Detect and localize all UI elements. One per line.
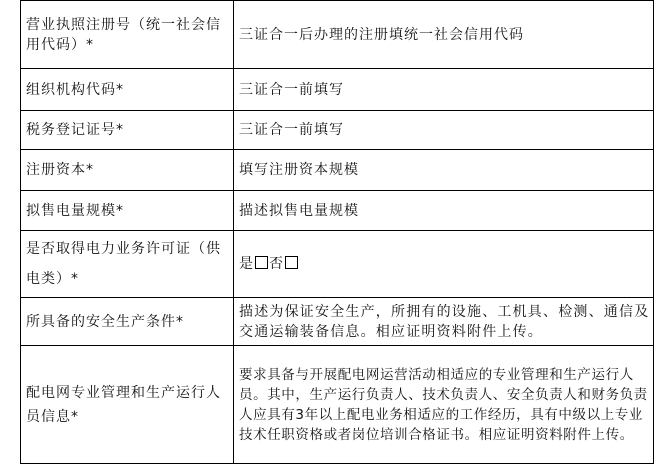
field-value-safety-conditions: 描述为保证安全生产，所拥有的设施、工机具、检测、通信及交通运输装备信息。相应证明资料附件上传。 (234, 298, 654, 346)
field-value-org-code: 三证合一前填写 (234, 69, 654, 111)
table-row (21, 231, 654, 298)
table-row (21, 150, 654, 191)
field-label-tax-registration: 税务登记证号* (21, 111, 234, 150)
no-checkbox[interactable] (285, 256, 298, 269)
table-row (21, 69, 654, 111)
field-value-sales-volume: 描述拟售电量规模 (234, 191, 654, 231)
yes-option-label: 是 (239, 256, 254, 272)
field-label-personnel-info: 配电网专业管理和生产运行人员信息* (21, 346, 234, 464)
field-label-power-license: 是否取得电力业务许可证（供电类）* (21, 231, 234, 298)
field-value-power-license (234, 231, 654, 298)
table-row (21, 1, 654, 69)
table-row (21, 298, 654, 346)
field-value-personnel-info: 要求具备与开展配电网运营活动相适应的专业管理和生产运行人员。其中，生产运行负责人、技术负责人、安全负责人和财务负责人应具有3年以上配电业务相适应的工作经历，具有中级以上专业技术任职资格或者岗位培训合格证书。相应证明资料附件上传。 (234, 346, 654, 464)
table-row (21, 111, 654, 150)
field-label-org-code: 组织机构代码* (21, 69, 234, 111)
table-row (21, 191, 654, 231)
registration-info-table (20, 0, 654, 464)
yes-checkbox[interactable] (255, 256, 268, 269)
field-label-sales-volume: 拟售电量规模* (21, 191, 234, 231)
field-value-business-license: 三证合一后办理的注册填统一社会信用代码 (234, 1, 654, 69)
field-value-tax-registration: 三证合一前填写 (234, 111, 654, 150)
field-label-registered-capital: 注册资本* (21, 150, 234, 191)
field-value-registered-capital: 填写注册资本规模 (234, 150, 654, 191)
field-label-safety-conditions: 所具备的安全生产条件* (21, 298, 234, 346)
application-form (20, 0, 653, 464)
table-row (21, 346, 654, 464)
field-label-business-license: 营业执照注册号（统一社会信用代码）* (21, 1, 234, 69)
no-option-label: 否 (269, 256, 284, 272)
